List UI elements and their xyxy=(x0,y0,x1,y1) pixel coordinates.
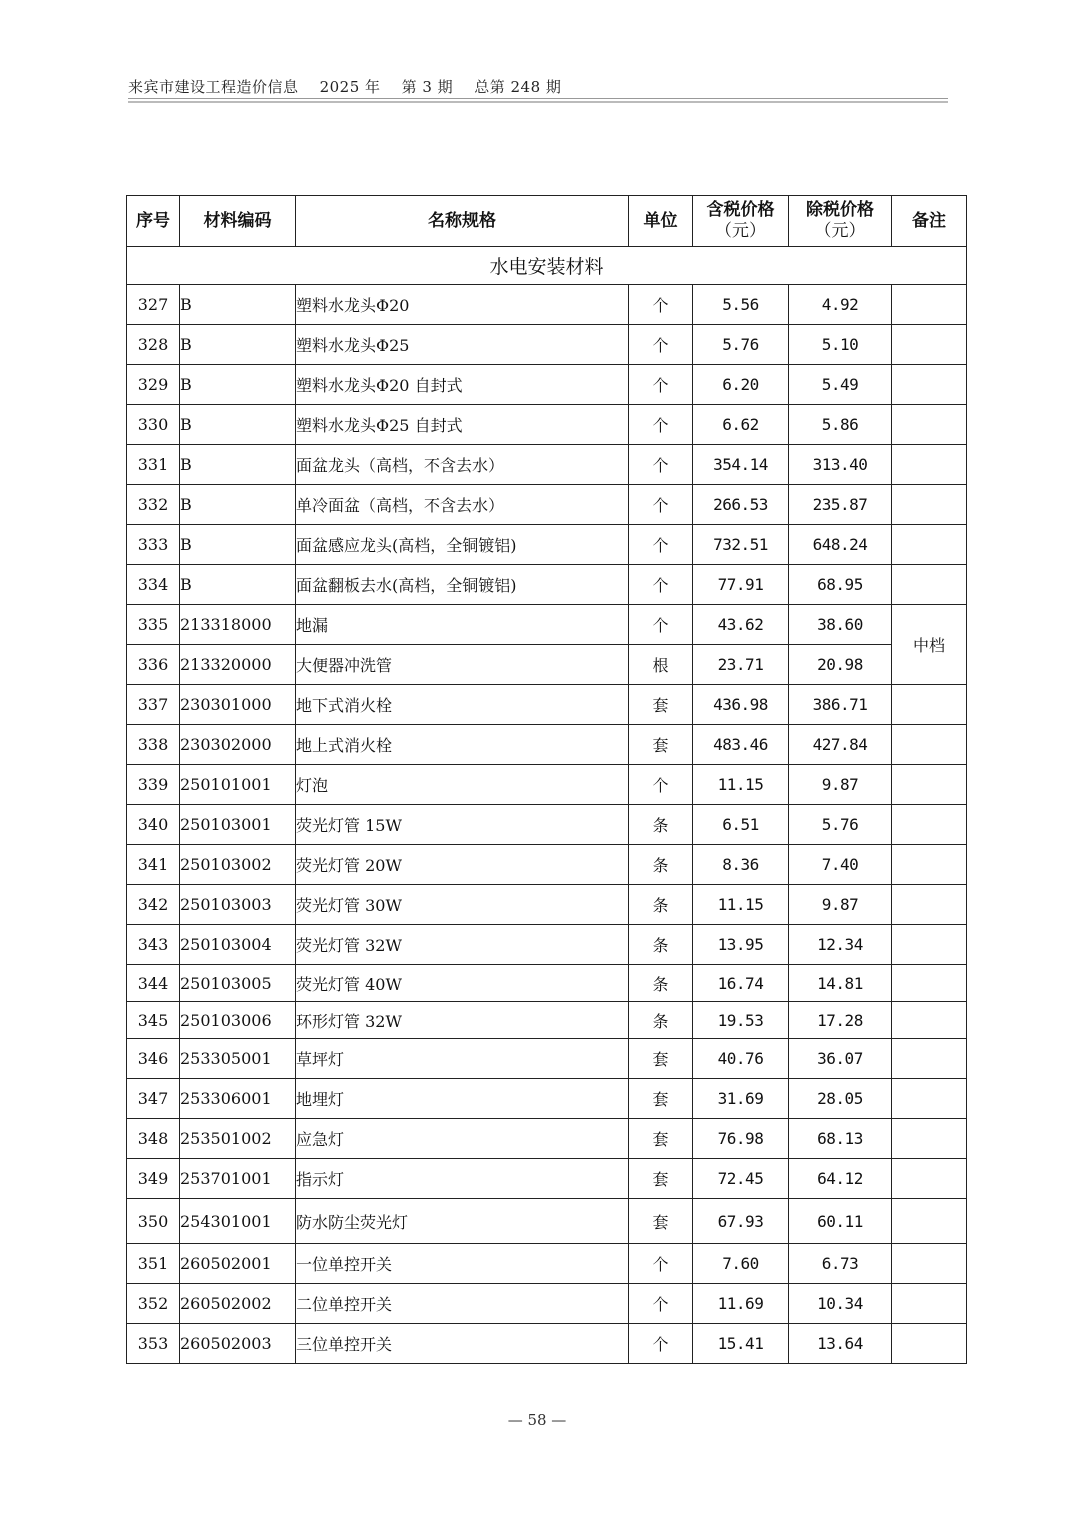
row-no: 350 xyxy=(127,1199,180,1244)
row-tax-price: 5.76 xyxy=(693,325,789,365)
row-code: B xyxy=(180,285,296,325)
row-ex-price: 20.98 xyxy=(789,645,892,685)
row-tax-price: 6.51 xyxy=(693,805,789,845)
row-name: 指示灯 xyxy=(296,1159,629,1199)
row-name: 面盆感应龙头(高档，全铜镀铝) xyxy=(296,525,629,565)
row-tax-price: 43.62 xyxy=(693,605,789,645)
row-tax-price: 19.53 xyxy=(693,1002,789,1039)
row-note xyxy=(892,725,967,765)
row-unit: 个 xyxy=(629,525,693,565)
row-no: 346 xyxy=(127,1039,180,1079)
table-row xyxy=(127,1079,967,1119)
table-row xyxy=(127,565,967,605)
row-unit: 个 xyxy=(629,405,693,445)
row-ex-price: 5.86 xyxy=(789,405,892,445)
row-no: 339 xyxy=(127,765,180,805)
row-unit: 个 xyxy=(629,605,693,645)
row-code: 250101001 xyxy=(180,765,296,805)
row-no: 337 xyxy=(127,685,180,725)
row-tax-price: 732.51 xyxy=(693,525,789,565)
row-code: 230302000 xyxy=(180,725,296,765)
row-unit: 个 xyxy=(629,325,693,365)
table-row xyxy=(127,485,967,525)
header-rule-double xyxy=(128,101,948,103)
row-note xyxy=(892,845,967,885)
row-name: 荧光灯管 20W xyxy=(296,845,629,885)
row-name: 塑料水龙头Φ20 xyxy=(296,285,629,325)
section-title: 水电安装材料 xyxy=(127,247,967,285)
table-row xyxy=(127,1284,967,1324)
table-row xyxy=(127,605,967,645)
row-no: 331 xyxy=(127,445,180,485)
row-code: 250103001 xyxy=(180,805,296,845)
table-row xyxy=(127,1039,967,1079)
row-ex-price: 13.64 xyxy=(789,1324,892,1364)
row-tax-price: 6.20 xyxy=(693,365,789,405)
row-ex-price: 5.49 xyxy=(789,365,892,405)
row-ex-price: 9.87 xyxy=(789,885,892,925)
row-ex-price: 14.81 xyxy=(789,965,892,1002)
row-ex-price: 427.84 xyxy=(789,725,892,765)
row-name: 大便器冲洗管 xyxy=(296,645,629,685)
row-ex-price: 4.92 xyxy=(789,285,892,325)
row-note xyxy=(892,1079,967,1119)
header-unit: 单位 xyxy=(629,196,693,247)
row-no: 336 xyxy=(127,645,180,685)
row-note xyxy=(892,885,967,925)
row-name: 荧光灯管 30W xyxy=(296,885,629,925)
row-note xyxy=(892,405,967,445)
header-ex-price-unit: （元） xyxy=(814,221,866,241)
row-code: B xyxy=(180,485,296,525)
row-no: 329 xyxy=(127,365,180,405)
header-tax-price xyxy=(693,196,789,247)
row-ex-price: 235.87 xyxy=(789,485,892,525)
row-note xyxy=(892,1284,967,1324)
table-row xyxy=(127,845,967,885)
table-row xyxy=(127,925,967,965)
row-note xyxy=(892,1002,967,1039)
row-no: 328 xyxy=(127,325,180,365)
row-ex-price: 5.76 xyxy=(789,805,892,845)
row-code: 230301000 xyxy=(180,685,296,725)
table-row xyxy=(127,645,967,685)
row-no: 340 xyxy=(127,805,180,845)
row-code: 213320000 xyxy=(180,645,296,685)
row-code: 250103002 xyxy=(180,845,296,885)
row-tax-price: 15.41 xyxy=(693,1324,789,1364)
header-code: 材料编码 xyxy=(180,196,296,247)
row-code: 254301001 xyxy=(180,1199,296,1244)
row-no: 347 xyxy=(127,1079,180,1119)
row-note xyxy=(892,765,967,805)
row-no: 333 xyxy=(127,525,180,565)
row-name: 地埋灯 xyxy=(296,1079,629,1119)
row-name: 单冷面盆（高档，不含去水） xyxy=(296,485,629,525)
table-row xyxy=(127,885,967,925)
table-row xyxy=(127,965,967,1002)
row-code: B xyxy=(180,565,296,605)
row-ex-price: 64.12 xyxy=(789,1159,892,1199)
row-unit: 条 xyxy=(629,805,693,845)
row-note xyxy=(892,1039,967,1079)
row-name: 三位单控开关 xyxy=(296,1324,629,1364)
row-unit: 个 xyxy=(629,1324,693,1364)
row-ex-price: 28.05 xyxy=(789,1079,892,1119)
row-ex-price: 60.11 xyxy=(789,1199,892,1244)
row-no: 353 xyxy=(127,1324,180,1364)
row-unit: 套 xyxy=(629,1159,693,1199)
row-tax-price: 266.53 xyxy=(693,485,789,525)
row-tax-price: 13.95 xyxy=(693,925,789,965)
row-tax-price: 483.46 xyxy=(693,725,789,765)
row-tax-price: 11.15 xyxy=(693,765,789,805)
row-no: 338 xyxy=(127,725,180,765)
row-name: 环形灯管 32W xyxy=(296,1002,629,1039)
row-no: 342 xyxy=(127,885,180,925)
table-row xyxy=(127,445,967,485)
section-row xyxy=(127,247,967,285)
row-name: 荧光灯管 40W xyxy=(296,965,629,1002)
row-ex-price: 68.95 xyxy=(789,565,892,605)
row-ex-price: 7.40 xyxy=(789,845,892,885)
row-note xyxy=(892,1244,967,1284)
row-name: 荧光灯管 15W xyxy=(296,805,629,845)
row-name: 地漏 xyxy=(296,605,629,645)
row-ex-price: 313.40 xyxy=(789,445,892,485)
row-unit: 个 xyxy=(629,445,693,485)
table-row xyxy=(127,525,967,565)
row-tax-price: 31.69 xyxy=(693,1079,789,1119)
row-code: 260502001 xyxy=(180,1244,296,1284)
header-ex-price-label: 除税价格 xyxy=(806,200,874,220)
price-table xyxy=(126,195,967,1364)
row-tax-price: 23.71 xyxy=(693,645,789,685)
row-ex-price: 6.73 xyxy=(789,1244,892,1284)
row-tax-price: 76.98 xyxy=(693,1119,789,1159)
row-no: 327 xyxy=(127,285,180,325)
row-unit: 条 xyxy=(629,885,693,925)
row-unit: 条 xyxy=(629,925,693,965)
table-row xyxy=(127,285,967,325)
header-name: 名称规格 xyxy=(296,196,629,247)
row-tax-price: 16.74 xyxy=(693,965,789,1002)
row-code: B xyxy=(180,405,296,445)
table-row xyxy=(127,725,967,765)
row-note xyxy=(892,525,967,565)
row-ex-price: 386.71 xyxy=(789,685,892,725)
row-unit: 个 xyxy=(629,1244,693,1284)
row-name: 地上式消火栓 xyxy=(296,725,629,765)
row-ex-price: 10.34 xyxy=(789,1284,892,1324)
row-note xyxy=(892,805,967,845)
header-ex-price xyxy=(789,196,892,247)
table-row xyxy=(127,1199,967,1244)
row-ex-price: 17.28 xyxy=(789,1002,892,1039)
row-note xyxy=(892,565,967,605)
row-ex-price: 68.13 xyxy=(789,1119,892,1159)
row-ex-price: 9.87 xyxy=(789,765,892,805)
table-row xyxy=(127,405,967,445)
row-tax-price: 72.45 xyxy=(693,1159,789,1199)
row-note xyxy=(892,925,967,965)
row-code: 250103004 xyxy=(180,925,296,965)
row-unit: 套 xyxy=(629,1199,693,1244)
row-unit: 条 xyxy=(629,1002,693,1039)
row-tax-price: 11.69 xyxy=(693,1284,789,1324)
row-note xyxy=(892,365,967,405)
table-row xyxy=(127,325,967,365)
row-code: 250103003 xyxy=(180,885,296,925)
header-tax-price-label: 含税价格 xyxy=(706,200,775,220)
row-name: 防水防尘荧光灯 xyxy=(296,1199,629,1244)
row-unit: 个 xyxy=(629,1284,693,1324)
row-no: 343 xyxy=(127,925,180,965)
row-unit: 套 xyxy=(629,1079,693,1119)
row-name: 塑料水龙头Φ25 xyxy=(296,325,629,365)
row-no: 344 xyxy=(127,965,180,1002)
row-no: 334 xyxy=(127,565,180,605)
row-name: 塑料水龙头Φ20 自封式 xyxy=(296,365,629,405)
page-header: 来宾市建设工程造价信息 2025 年 第 3 期 总第 248 期 xyxy=(128,78,562,96)
row-unit: 条 xyxy=(629,845,693,885)
row-tax-price: 354.14 xyxy=(693,445,789,485)
row-tax-price: 8.36 xyxy=(693,845,789,885)
row-ex-price: 648.24 xyxy=(789,525,892,565)
row-code: 213318000 xyxy=(180,605,296,645)
row-code: 250103006 xyxy=(180,1002,296,1039)
row-unit: 个 xyxy=(629,765,693,805)
row-note xyxy=(892,965,967,1002)
row-unit: 个 xyxy=(629,285,693,325)
row-tax-price: 67.93 xyxy=(693,1199,789,1244)
row-code: 253701001 xyxy=(180,1159,296,1199)
row-no: 341 xyxy=(127,845,180,885)
table-row xyxy=(127,1324,967,1364)
row-unit: 个 xyxy=(629,565,693,605)
row-note xyxy=(892,1324,967,1364)
row-name: 荧光灯管 32W xyxy=(296,925,629,965)
row-code: 260502002 xyxy=(180,1284,296,1324)
table-row xyxy=(127,805,967,845)
row-note xyxy=(892,1159,967,1199)
header-no: 序号 xyxy=(127,196,180,247)
table-row xyxy=(127,685,967,725)
table-row xyxy=(127,365,967,405)
row-tax-price: 5.56 xyxy=(693,285,789,325)
table-header-row xyxy=(127,196,967,247)
row-note xyxy=(892,445,967,485)
row-unit: 根 xyxy=(629,645,693,685)
row-code: 253501002 xyxy=(180,1119,296,1159)
row-note xyxy=(892,685,967,725)
row-note xyxy=(892,1199,967,1244)
header-rule xyxy=(128,98,948,99)
row-code: B xyxy=(180,325,296,365)
row-unit: 套 xyxy=(629,725,693,765)
row-unit: 个 xyxy=(629,365,693,405)
row-no: 352 xyxy=(127,1284,180,1324)
row-code: B xyxy=(180,525,296,565)
row-no: 348 xyxy=(127,1119,180,1159)
row-note xyxy=(892,1119,967,1159)
row-no: 330 xyxy=(127,405,180,445)
row-unit: 套 xyxy=(629,685,693,725)
row-unit: 个 xyxy=(629,485,693,525)
table-row xyxy=(127,765,967,805)
row-name: 应急灯 xyxy=(296,1119,629,1159)
row-unit: 条 xyxy=(629,965,693,1002)
table-row xyxy=(127,1119,967,1159)
row-tax-price: 11.15 xyxy=(693,885,789,925)
row-name: 草坪灯 xyxy=(296,1039,629,1079)
table-row xyxy=(127,1159,967,1199)
row-ex-price: 12.34 xyxy=(789,925,892,965)
row-tax-price: 77.91 xyxy=(693,565,789,605)
row-tax-price: 436.98 xyxy=(693,685,789,725)
row-no: 349 xyxy=(127,1159,180,1199)
row-note xyxy=(892,325,967,365)
table-row xyxy=(127,1244,967,1284)
row-no: 345 xyxy=(127,1002,180,1039)
table-row xyxy=(127,1002,967,1039)
row-tax-price: 7.60 xyxy=(693,1244,789,1284)
row-ex-price: 5.10 xyxy=(789,325,892,365)
row-name: 一位单控开关 xyxy=(296,1244,629,1284)
row-unit: 套 xyxy=(629,1119,693,1159)
row-name: 面盆翻板去水(高档，全铜镀铝) xyxy=(296,565,629,605)
row-ex-price: 36.07 xyxy=(789,1039,892,1079)
page-number: — 58 — xyxy=(507,1411,567,1429)
row-code: 260502003 xyxy=(180,1324,296,1364)
row-code: 253305001 xyxy=(180,1039,296,1079)
row-code: 250103005 xyxy=(180,965,296,1002)
row-note-merged: 中档 xyxy=(892,605,967,685)
header-note: 备注 xyxy=(892,196,967,247)
row-no: 332 xyxy=(127,485,180,525)
row-note xyxy=(892,485,967,525)
row-name: 地下式消火栓 xyxy=(296,685,629,725)
row-no: 351 xyxy=(127,1244,180,1284)
row-name: 面盆龙头（高档，不含去水） xyxy=(296,445,629,485)
row-code: B xyxy=(180,365,296,405)
row-ex-price: 38.60 xyxy=(789,605,892,645)
row-name: 灯泡 xyxy=(296,765,629,805)
header-tax-price-unit: （元） xyxy=(715,221,766,241)
row-name: 二位单控开关 xyxy=(296,1284,629,1324)
row-unit: 套 xyxy=(629,1039,693,1079)
row-name: 塑料水龙头Φ25 自封式 xyxy=(296,405,629,445)
row-tax-price: 6.62 xyxy=(693,405,789,445)
row-code: 253306001 xyxy=(180,1079,296,1119)
row-no: 335 xyxy=(127,605,180,645)
row-code: B xyxy=(180,445,296,485)
row-tax-price: 40.76 xyxy=(693,1039,789,1079)
row-note xyxy=(892,285,967,325)
